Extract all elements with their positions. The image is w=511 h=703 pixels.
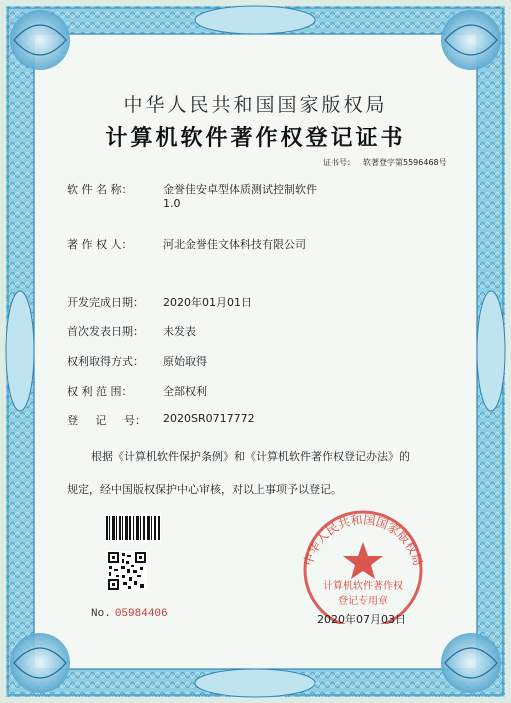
registration-number-label: 登 记 号： (67, 414, 146, 427)
issue-date: 2020年07月03日 (317, 613, 406, 626)
software-version-value: 1.0 (163, 197, 181, 210)
seal-arc-text: 中华人民共和国国家版权局 (300, 512, 426, 568)
software-name-label: 软 件 名 称： (67, 183, 133, 196)
rights-scope-label: 权 利 范 围： (67, 385, 133, 398)
rights-scope-value: 全部权利 (163, 385, 207, 398)
registration-number-value: 2020SR0717772 (163, 412, 255, 425)
publication-date-value: 未发表 (163, 325, 196, 338)
completion-date-value: 2020年01月01日 (163, 296, 252, 309)
certificate-number-label: 证书号： (323, 158, 355, 167)
certificate-title: 计算机软件著作权登记证书 (105, 126, 406, 151)
serial-number-value: 05984406 (114, 608, 168, 620)
star-icon (343, 542, 383, 579)
acquisition-method-value: 原始取得 (163, 355, 207, 368)
serial-number-label: No. (91, 608, 111, 620)
legal-basis-line-2: 规定，经中国版权保护中心审核，对以上事项予以登记。 (67, 483, 342, 496)
acquisition-method-label: 权利取得方式： (67, 355, 144, 368)
completion-date-label: 开发完成日期： (67, 296, 144, 309)
legal-basis-line-1: 根据《计算机软件保护条例》和《计算机软件著作权登记办法》的 (91, 450, 410, 463)
certificate-number: 软著登字第5596468号 (363, 158, 447, 167)
qr-code-icon (107, 551, 147, 591)
barcode-icon (105, 514, 161, 542)
copyright-owner-value: 河北金誉佳文体科技有限公司 (163, 238, 306, 251)
software-name-value: 金誉佳安卓型体质测试控制软件 (163, 183, 317, 196)
seal-text-line-2: 登记专用章 (338, 596, 388, 607)
certificate-number-line (323, 157, 447, 168)
serial-number (91, 608, 168, 620)
copyright-owner-label: 著 作 权 人： (67, 238, 133, 251)
publication-date-label: 首次发表日期： (67, 325, 144, 338)
issuing-agency: 中华人民共和国国家版权局 (123, 94, 388, 116)
seal-text-line-1: 计算机软件著作权 (323, 581, 403, 592)
